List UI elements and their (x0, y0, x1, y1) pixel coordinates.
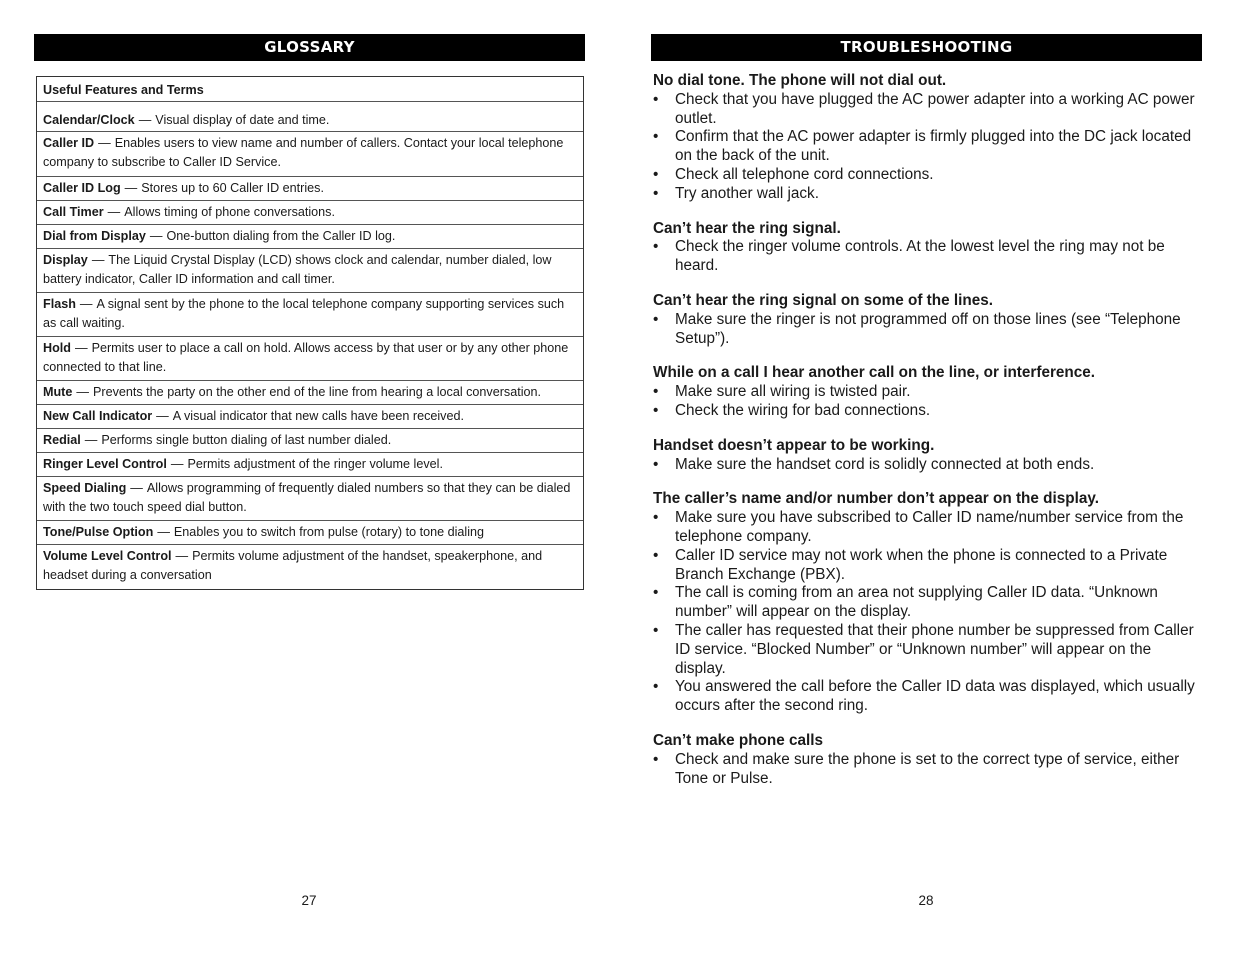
troubleshooting-item: • Check and make sure the phone is set to the correct type of service, either Tone or Pulse. (653, 751, 1205, 789)
glossary-row (37, 477, 583, 521)
glossary-table-header-label: Useful Features and Terms (43, 83, 204, 97)
troubleshooting-list (653, 383, 1205, 421)
troubleshooting-item: • Try another wall jack. (653, 185, 1205, 204)
glossary-definition: A signal sent by the phone to the local telephone company supporting services such as call waiting. (43, 297, 565, 330)
glossary-dash: — (175, 549, 189, 563)
troubleshooting-heading: Can’t make phone calls (653, 731, 824, 749)
troubleshooting-heading: Can’t hear the ring signal on some of the lines. (653, 291, 993, 309)
glossary-term: Hold (43, 341, 71, 355)
glossary-definition: Visual display of date and time. (155, 113, 330, 127)
glossary-definition: The Liquid Crystal Display (LCD) shows clock and calendar, number dialed, low battery indicator, Caller ID information and call timer. (43, 253, 552, 286)
page-number-left: 27 (301, 893, 317, 908)
troubleshooting-item: • Confirm that the AC power adapter is firmly plugged into the DC jack located on the back of the unit. (653, 128, 1205, 166)
troubleshooting-section (653, 732, 1205, 788)
glossary-dash: — (98, 136, 111, 150)
glossary-term: Display (43, 253, 88, 267)
glossary-term: Caller ID Log (43, 181, 121, 195)
troubleshooting-heading: Can’t hear the ring signal. (653, 219, 841, 237)
troubleshooting-item: • Check all telephone cord connections. (653, 166, 1205, 185)
troubleshooting-heading: No dial tone. The phone will not dial out. (653, 72, 947, 89)
troubleshooting-item: • The call is coming from an area not supplying Caller ID data. “Unknown number” will appear on the display. (653, 584, 1205, 622)
glossary-table (36, 76, 584, 590)
troubleshooting-item: • Check that you have plugged the AC power adapter into a working AC power outlet. (653, 91, 1205, 129)
troubleshooting-section (653, 220, 1205, 276)
glossary-term: Volume Level Control (43, 549, 172, 563)
glossary-rows (37, 102, 583, 589)
glossary-term: Redial (43, 433, 81, 447)
glossary-term: Mute (43, 385, 73, 399)
troubleshooting-list (653, 311, 1205, 349)
glossary-definition: Permits adjustment of the ringer volume level. (187, 457, 443, 471)
troubleshooting-list (653, 509, 1205, 716)
troubleshooting-item: • Make sure all wiring is twisted pair. (653, 383, 1205, 402)
troubleshooting-section (653, 292, 1205, 348)
glossary-row (37, 337, 583, 381)
glossary-row (37, 293, 583, 337)
glossary-row (37, 102, 583, 132)
troubleshooting-item: • The caller has requested that their phone number be suppressed from Caller ID service. “Blocked Number” or “Unknown number” will appear on the display. (653, 622, 1205, 678)
glossary-dash: — (149, 229, 163, 243)
glossary-dash: — (124, 181, 138, 195)
glossary-dash: — (91, 253, 105, 267)
glossary-row (37, 521, 583, 545)
glossary-definition: Permits volume adjustment of the handset, speakerphone, and headset during a conversation (43, 549, 543, 582)
troubleshooting-item: • Check the ringer volume controls. At the lowest level the ring may not be heard. (653, 238, 1205, 276)
glossary-row (37, 545, 583, 589)
glossary-definition: Allows timing of phone conversations. (124, 205, 335, 219)
glossary-term: Dial from Display (43, 229, 146, 243)
glossary-dash: — (76, 385, 89, 399)
troubleshooting-heading: The caller’s name and/or number don’t appear on the display. (653, 490, 1099, 508)
glossary-term: Tone/Pulse Option (43, 525, 154, 539)
glossary-definition: Prevents the party on the other end of the line from hearing a local conversation. (92, 385, 542, 399)
page-number-right: 28 (918, 893, 934, 908)
glossary-dash: — (84, 433, 98, 447)
glossary-term: Flash (43, 297, 76, 311)
glossary-term: Ringer Level Control (43, 457, 167, 471)
troubleshooting-list (653, 456, 1205, 475)
glossary-term: Calendar/Clock (43, 113, 135, 127)
troubleshooting-heading: Handset doesn’t appear to be working. (653, 436, 935, 454)
troubleshooting-item: • Caller ID service may not work when the phone is connected to a Private Branch Exchange (PBX). (653, 547, 1205, 585)
glossary-row (37, 249, 583, 293)
glossary-definition: Allows programming of frequently dialed numbers so that they can be dialed with the two touch speed dial button. (43, 481, 571, 514)
glossary-term: Call Timer (43, 205, 104, 219)
glossary-dash: — (170, 457, 184, 471)
glossary-row (37, 453, 583, 477)
glossary-dash: — (107, 205, 121, 219)
glossary-dash: — (74, 341, 88, 355)
troubleshooting-section (653, 437, 1205, 475)
troubleshooting-item: • Make sure the ringer is not programmed off on those lines (see “Telephone Setup”). (653, 311, 1205, 349)
troubleshooting-item: • Check the wiring for bad connections. (653, 402, 1205, 421)
glossary-table-header (37, 77, 583, 102)
glossary-dash: — (79, 297, 93, 311)
glossary-definition: Enables users to view name and number of callers. Contact your local telephone company to subscribe to Caller ID Service. (43, 136, 564, 169)
glossary-row (37, 381, 583, 405)
troubleshooting-section (653, 364, 1205, 420)
glossary-term: New Call Indicator (43, 409, 153, 423)
glossary-dash: — (157, 525, 170, 539)
troubleshooting-page (617, 0, 1235, 954)
glossary-row (37, 429, 583, 453)
troubleshooting-list (653, 751, 1205, 789)
glossary-dash: — (138, 113, 152, 127)
glossary-row (37, 405, 583, 429)
glossary-header: GLOSSARY (34, 34, 585, 61)
glossary-definition: Enables you to switch from pulse (rotary) to tone dialing (173, 525, 485, 539)
troubleshooting-header: TROUBLESHOOTING (651, 34, 1202, 61)
troubleshooting-item: • You answered the call before the Caller ID data was displayed, which usually occurs after the second ring. (653, 678, 1205, 716)
glossary-definition: Stores up to 60 Caller ID entries. (141, 181, 324, 195)
glossary-term: Caller ID (43, 136, 95, 150)
troubleshooting-heading: While on a call I hear another call on the line, or interference. (653, 364, 1096, 382)
glossary-dash: — (156, 409, 169, 423)
troubleshooting-list (653, 238, 1205, 276)
glossary-page (0, 0, 617, 954)
glossary-term: Speed Dialing (43, 481, 127, 495)
glossary-row (37, 225, 583, 249)
glossary-definition: One-button dialing from the Caller ID log. (166, 229, 396, 243)
glossary-row (37, 177, 583, 201)
troubleshooting-list (653, 91, 1205, 204)
glossary-definition: Performs single button dialing of last number dialed. (101, 433, 392, 447)
troubleshooting-item: • Make sure you have subscribed to Caller ID name/number service from the telephone company. (653, 509, 1205, 547)
troubleshooting-section (653, 490, 1205, 716)
troubleshooting-item: • Make sure the handset cord is solidly connected at both ends. (653, 456, 1205, 475)
glossary-definition: A visual indicator that new calls have been received. (172, 409, 464, 423)
glossary-dash: — (130, 481, 143, 495)
troubleshooting-content (653, 72, 1205, 804)
glossary-definition: Permits user to place a call on hold. Allows access by that user or by any other phone connected to that line. (43, 341, 569, 374)
glossary-row (37, 132, 583, 177)
troubleshooting-section (653, 72, 1205, 204)
glossary-row (37, 201, 583, 225)
